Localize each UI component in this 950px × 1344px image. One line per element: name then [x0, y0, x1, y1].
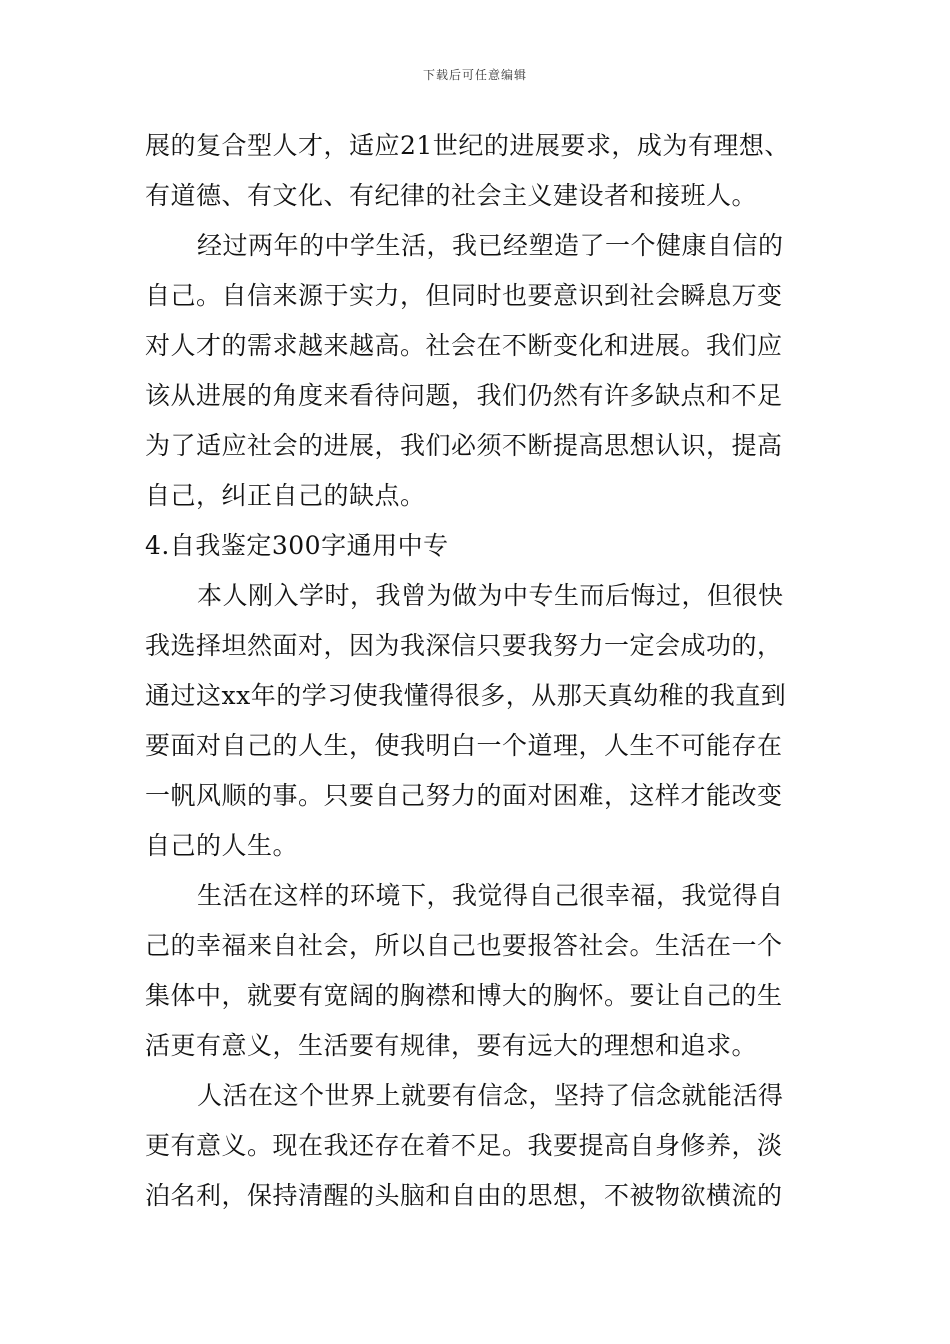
text-line: 为了适应社会的进展，我们必须不断提高思想认识，提高: [145, 431, 783, 460]
paragraph-start-line: 生活在这样的环境下，我觉得自己很幸福，我觉得自: [197, 881, 784, 910]
text-line: 我选择坦然面对，因为我深信只要我努力一定会成功的，: [145, 631, 783, 660]
text-line: 要面对自己的人生，使我明白一个道理，人生不可能存在: [145, 731, 783, 760]
paragraph-start-line: 人活在这个世界上就要有信念，坚持了信念就能活得: [197, 1081, 784, 1110]
document-body: [145, 121, 810, 1221]
paragraph-start-line: 经过两年的中学生活，我已经塑造了一个健康自信的: [197, 231, 784, 260]
section-heading: 4.自我鉴定300字通用中专: [145, 531, 449, 560]
text-line: 有道德、有文化、有纪律的社会主义建设者和接班人。: [145, 181, 758, 210]
text-line: 更有意义。现在我还存在着不足。我要提高自身修养，淡: [145, 1131, 783, 1160]
text-line: 自己。自信来源于实力，但同时也要意识到社会瞬息万变: [145, 281, 783, 310]
paragraph-start-line: 本人刚入学时，我曾为做为中专生而后悔过，但很快: [197, 581, 784, 610]
text-line: 自己，纠正自己的缺点。: [145, 481, 426, 510]
text-line: 对人才的需求越来越高。社会在不断变化和进展。我们应: [145, 331, 783, 360]
text-line: 己的幸福来自社会，所以自己也要报答社会。生活在一个: [145, 931, 783, 960]
text-line: 自己的人生。: [145, 831, 299, 860]
page-header: 下载后可任意编辑: [422, 68, 527, 82]
text-line: 一帆风顺的事。只要自己努力的面对困难，这样才能改变: [145, 781, 783, 810]
text-line: 通过这xx年的学习使我懂得很多，从那天真幼稚的我直到: [145, 681, 787, 710]
text-line: 展的复合型人才，适应21世纪的进展要求，成为有理想、: [145, 131, 790, 160]
text-line: 活更有意义，生活要有规律，要有远大的理想和追求。: [145, 1031, 758, 1060]
text-line: 泊名利，保持清醒的头脑和自由的思想，不被物欲横流的: [145, 1181, 783, 1210]
text-line: 集体中，就要有宽阔的胸襟和博大的胸怀。要让自己的生: [145, 981, 783, 1010]
text-line: 该从进展的角度来看待问题，我们仍然有许多缺点和不足: [145, 381, 783, 410]
